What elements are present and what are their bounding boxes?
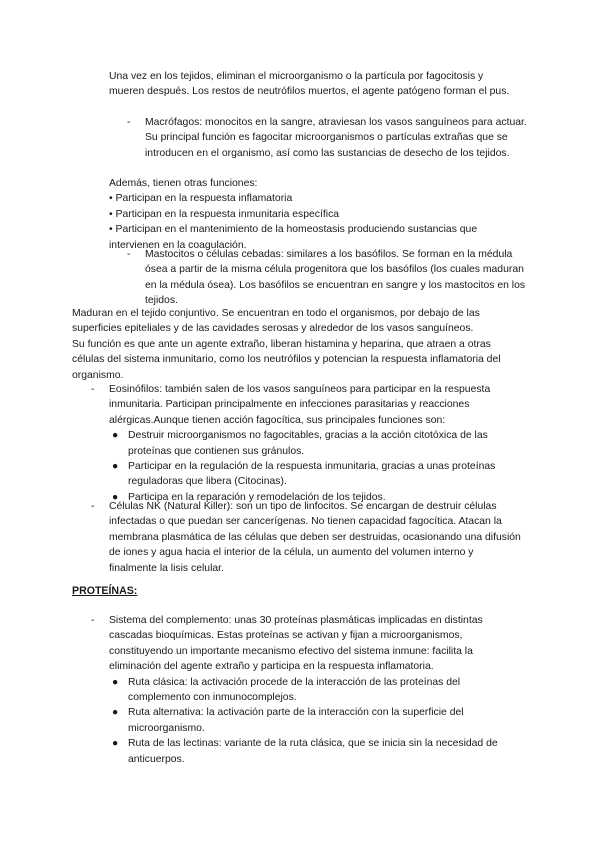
list-item-macrofagos — [127, 115, 527, 161]
bullet-icon: ● — [112, 430, 119, 442]
list-item: ● Ruta clásica: la activación procede de la interacción de las proteínas del complemento con inmunocomplejos. — [110, 675, 521, 706]
otras-funciones-block — [109, 176, 519, 253]
list-item-eosinofilos — [91, 382, 521, 505]
nk-text: Células NK (Natural Killer): son un tipo de linfocitos. Se encargan de destruir células infectadas o que puedan ser cancerígenas. No tienen capacidad fagocítica. Atacan la membrana plasmática de las células que deben ser destruidas, ocasionando una difusión de iones y agua hacia el interior de la célula, un aumento del volumen interno y finalmente la lisis celular. — [109, 501, 521, 574]
list-item: ● Participar en la regulación de la respuesta inmunitaria, gracias a unas proteínas reguladoras que libera (Citocinas). — [110, 459, 521, 490]
list-item-nk — [91, 499, 521, 576]
dash-marker: - — [91, 384, 95, 395]
list-item-complemento — [91, 613, 521, 767]
paragraph-funcion: Su función es que ante un agente extraño, liberan histamina y heparina, que atraen a otras células del sistema inmunitario, como los neutrófilos y potencian la respuesta inflamatoria del organismo. — [72, 338, 501, 381]
dash-marker: - — [127, 117, 131, 128]
otras-funciones-item: • Participan en el mantenimiento de la homeostasis produciendo sustancias que intervienen en la coagulación. — [109, 224, 478, 251]
bullet-icon: ● — [112, 491, 119, 503]
paragraph-fagocitosis: Una vez en los tejidos, eliminan el microorganismo o la partícula por fagocitosis y mueren después. Los restos de neutrófilos muertos, el agente patógeno forman el pus. — [109, 71, 510, 98]
bullet-icon: ● — [112, 707, 119, 719]
macrofagos-text: Macrófagos: monocitos en la sangre, atraviesan los vasos sanguíneos para actuar. Su principal función es fagocitar microorganismos o partículas extrañas que se introducen en el organismo, así como las sustancias de desecho de los tejidos. — [145, 117, 527, 159]
dash-marker: - — [91, 501, 95, 512]
mastocitos-details — [72, 306, 522, 383]
eosinofilos-text: Eosinófilos: también salen de los vasos sanguíneos para participar en la respuesta inmunitaria. Participan principalmente en infecciones parasitarias y reacciones alérgicas.Aunque tienen acción fagocítica, sus principales funciones son: — [109, 384, 491, 426]
complemento-text: Sistema del complemento: unas 30 proteínas plasmáticas implicadas en distintas cascadas bioquímicas. Estas proteínas se activan y fijan a microorganismos, constituyendo un importante mecanismo efectivo del sistema inmune: facilita la eliminación del agente extraño y participa en la respuesta inflamatoria. — [109, 615, 483, 673]
section-heading-proteinas: PROTEÍNAS: — [72, 585, 138, 597]
otras-funciones-intro: Además, tienen otras funciones: — [109, 178, 258, 189]
paragraph-maduran: Maduran en el tejido conjuntivo. Se encuentran en todo el organismos, por debajo de las superficies epiteliales y de las cavidades serosas y alrededor de los vasos sanguíneos. — [72, 308, 480, 335]
bullet-icon: ● — [112, 738, 119, 750]
eosinofilos-functions-list — [110, 428, 521, 505]
dash-marker: - — [91, 615, 95, 626]
list-item-mastocitos — [127, 247, 527, 309]
complemento-routes-list — [110, 675, 521, 767]
list-item: ● Participa en la reparación y remodelación de los tejidos. — [110, 490, 521, 505]
bullet-icon: ● — [112, 676, 119, 688]
list-item: ● Destruir microorganismos no fagocitables, gracias a la acción citotóxica de las proteínas que contienen sus gránulos. — [110, 428, 521, 459]
bullet-icon: ● — [112, 461, 119, 473]
mastocitos-text: Mastocitos o células cebadas: similares a los basófilos. Se forman en la médula ósea a partir de la misma célula progenitora que los basófilos (los cuales maduran en la médula ósea). Los basófilos se encuentran en sangre y los mastocitos en los tejidos. — [145, 249, 526, 307]
list-item: ● Ruta alternativa: la activación parte de la interacción con la superficie del microorganismo. — [110, 705, 521, 736]
otras-funciones-item: • Participan en la respuesta inflamatoria — [109, 193, 293, 205]
dash-marker: - — [127, 249, 131, 260]
list-item: ● Ruta de las lectinas: variante de la ruta clásica, que se inicia sin la necesidad de anticuerpos. — [110, 736, 521, 767]
otras-funciones-item: • Participan en la respuesta inmunitaria específica — [109, 208, 340, 220]
